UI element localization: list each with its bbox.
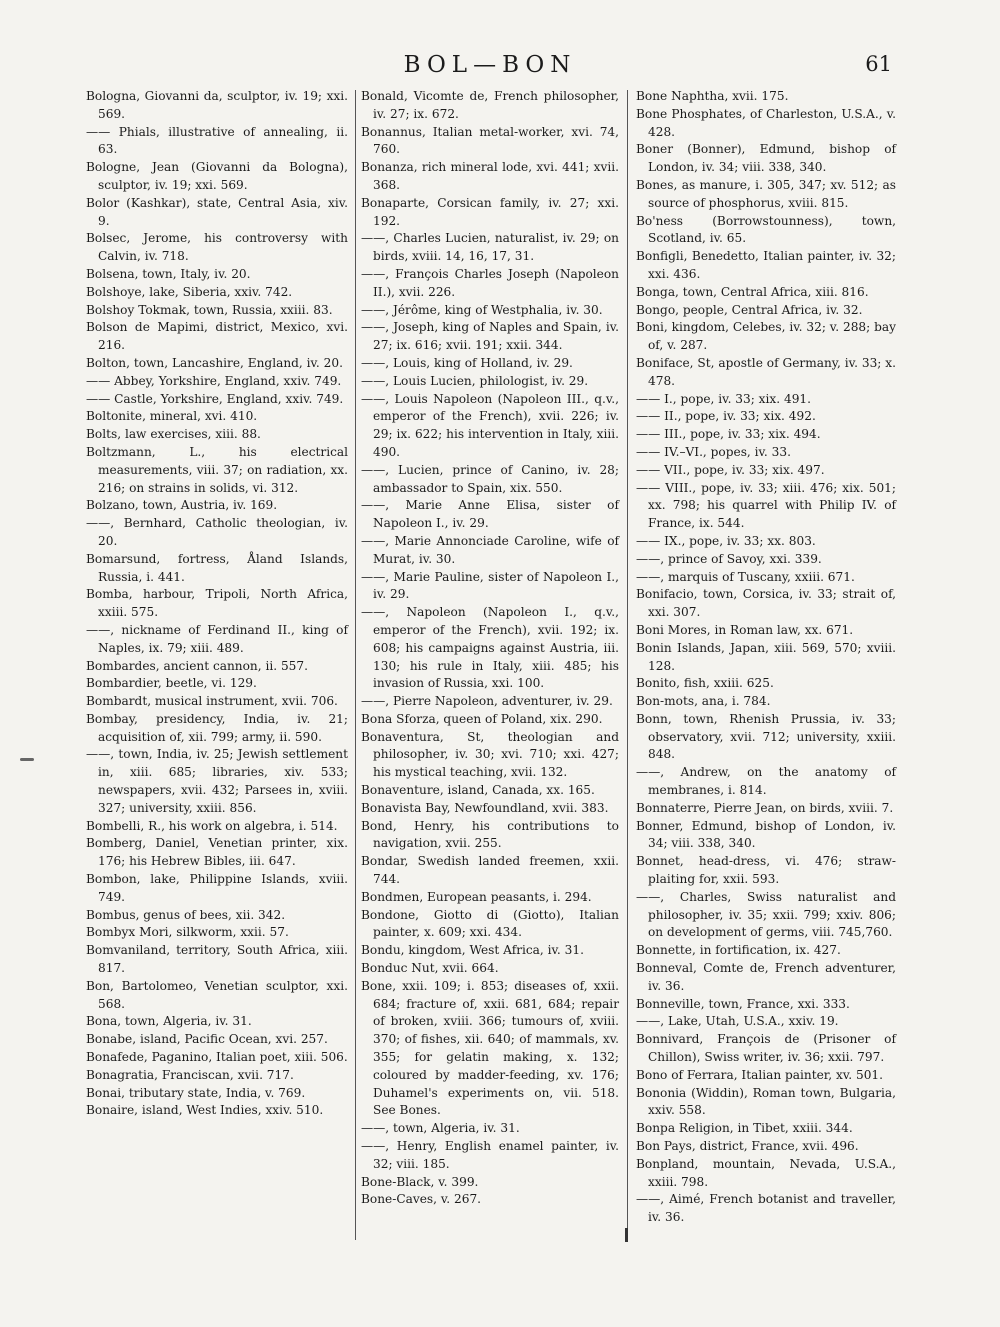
- index-entry: Bonaparte, Corsican family, iv. 27; xxi. 192.: [361, 195, 619, 228]
- index-entry: ——, prince of Savoy, xxi. 339.: [636, 551, 822, 566]
- index-entry: Bonner, Edmund, bishop of London, iv. 34; viii. 338, 340.: [636, 818, 896, 851]
- index-entry: Boni, kingdom, Celebes, iv. 32; v. 288; bay of, v. 287.: [636, 320, 896, 353]
- index-entry: Bolshoye, lake, Siberia, xxiv. 742.: [86, 284, 293, 299]
- index-entry: Bond, Henry, his contributions to navigation, xvii. 255.: [361, 818, 619, 851]
- index-entry: —— III., pope, iv. 33; xix. 494.: [636, 427, 821, 442]
- index-entry: Bonabe, island, Pacific Ocean, xvi. 257.: [86, 1032, 328, 1047]
- index-entry: Bombardt, musical instrument, xvii. 706.: [86, 694, 338, 709]
- index-entry: ——, Louis Lucien, philologist, iv. 29.: [361, 373, 589, 388]
- index-entry: ——, Charles Lucien, naturalist, iv. 29; on birds, xviii. 14, 16, 17, 31.: [361, 231, 619, 264]
- index-entry: Bonaire, island, West Indies, xxiv. 510.: [86, 1103, 324, 1118]
- index-column-3: [636, 88, 896, 1227]
- index-entry: Boni Mores, in Roman law, xx. 671.: [636, 622, 854, 637]
- index-entry: Bondar, Swedish landed freemen, xxii. 744.: [361, 854, 619, 887]
- index-entry: Bone-Black, v. 399.: [361, 1174, 479, 1189]
- index-entry: ——, Joseph, king of Naples and Spain, iv. 27; ix. 616; xvii. 191; xxii. 344.: [361, 320, 619, 353]
- index-entry: Bone-Caves, v. 267.: [361, 1192, 482, 1207]
- index-entry: Bonannus, Italian metal-worker, xvi. 74, 760.: [361, 124, 619, 157]
- index-entry: ——, François Charles Joseph (Napoleon II.), xvii. 226.: [361, 266, 619, 299]
- index-entry: ——, town, India, iv. 25; Jewish settlement in, xiii. 685; libraries, xiv. 533; newspapers, xvii. 432; Parsees in, xviii. 327; university, xxiii. 856.: [86, 747, 348, 815]
- index-entry: —— II., pope, iv. 33; xix. 492.: [636, 409, 816, 424]
- index-entry: Bomberg, Daniel, Venetian printer, xix. 176; his Hebrew Bibles, iii. 647.: [86, 836, 348, 869]
- page-header: [80, 52, 900, 82]
- index-entry: Bonagratia, Franciscan, xvii. 717.: [86, 1067, 294, 1082]
- page-number: 61: [865, 52, 892, 76]
- index-entry: ——, Pierre Napoleon, adventurer, iv. 29.: [361, 694, 613, 709]
- index-entry: Bonneville, town, France, xxi. 333.: [636, 996, 850, 1011]
- index-entry: —— IV.–VI., popes, iv. 33.: [636, 444, 791, 459]
- index-entry: Bombyx Mori, silkworm, xxii. 57.: [86, 925, 289, 940]
- index-entry: Bo'ness (Borrowstounness), town, Scotland, iv. 65.: [636, 213, 896, 246]
- margin-mark: [20, 758, 34, 761]
- index-column-1: [86, 88, 348, 1120]
- index-entry: Bologne, Jean (Giovanni da Bologna), sculptor, iv. 19; xxi. 569.: [86, 160, 348, 192]
- index-entry: ——, Lake, Utah, U.S.A., xxiv. 19.: [636, 1014, 839, 1029]
- index-entry: ——, Marie Annonciade Caroline, wife of Murat, iv. 30.: [361, 533, 619, 566]
- index-entry: Bono of Ferrara, Italian painter, xv. 501.: [636, 1067, 884, 1082]
- index-entry: Boltzmann, L., his electrical measurements, viii. 37; on radiation, xx. 216; on strains in solids, vi. 312.: [86, 444, 348, 495]
- index-entry: Bon Pays, district, France, xvii. 496.: [636, 1139, 859, 1154]
- index-entry: Bona, town, Algeria, iv. 31.: [86, 1014, 252, 1029]
- index-entry: Bomba, harbour, Tripoli, North Africa, xxiii. 575.: [86, 587, 348, 620]
- index-entry: Bolzano, town, Austria, iv. 169.: [86, 498, 278, 513]
- column-divider: [627, 90, 628, 1240]
- index-entry: Boner (Bonner), Edmund, bishop of London, iv. 34; viii. 338, 340.: [636, 142, 896, 175]
- index-entry: —— Abbey, Yorkshire, England, xxiv. 749.: [86, 373, 342, 388]
- index-entry: Bonga, town, Central Africa, xiii. 816.: [636, 284, 869, 299]
- index-entry: Bombon, lake, Philippine Islands, xviii. 749.: [86, 872, 348, 904]
- index-entry: Bones, as manure, i. 305, 347; xv. 512; as source of phosphorus, xviii. 815.: [636, 177, 896, 210]
- running-head: BOL—BON: [403, 52, 577, 78]
- index-entry: Bonifacio, town, Corsica, iv. 33; strait of, xxi. 307.: [636, 587, 896, 620]
- index-entry: —— Castle, Yorkshire, England, xxiv. 749.: [86, 391, 344, 406]
- index-entry: ——, Bernhard, Catholic theologian, iv. 20.: [86, 516, 348, 548]
- index-entry: ——, Charles, Swiss naturalist and philosopher, iv. 35; xxii. 799; xxiv. 806; on development of germs, viii. 745,760.: [636, 889, 896, 940]
- index-entry: ——, nickname of Ferdinand II., king of Naples, ix. 79; xiii. 489.: [86, 622, 348, 655]
- index-entry: Bolshoy Tokmak, town, Russia, xxiii. 83.: [86, 302, 333, 317]
- index-entry: Boniface, St, apostle of Germany, iv. 33; x. 478.: [636, 355, 896, 388]
- index-entry: ——, Louis Napoleon (Napoleon III., q.v., emperor of the French), xvii. 226; iv. 29; ix. 622; his intervention in Italy, xiii. 490.: [361, 391, 619, 459]
- index-entry: Bonpa Religion, in Tibet, xxiii. 344.: [636, 1121, 853, 1136]
- index-entry: Bonaventura, St, theologian and philosopher, iv. 30; xvi. 710; xxi. 427; his mystical teaching, xvii. 132.: [361, 729, 619, 780]
- index-entry: Bologna, Giovanni da, sculptor, iv. 19; xxi. 569.: [86, 89, 348, 121]
- index-entry: Bombardes, ancient cannon, ii. 557.: [86, 658, 308, 673]
- index-entry: Bon, Bartolomeo, Venetian sculptor, xxi. 568.: [86, 978, 348, 1011]
- column-divider: [355, 90, 356, 1240]
- index-entry: —— VII., pope, iv. 33; xix. 497.: [636, 462, 825, 477]
- index-entry: Bonneval, Comte de, French adventurer, iv. 36.: [636, 961, 896, 993]
- margin-mark: [625, 1228, 628, 1242]
- index-entry: Bolts, law exercises, xiii. 88.: [86, 427, 261, 442]
- index-entry: Bonito, fish, xxiii. 625.: [636, 676, 774, 691]
- index-entry: Bombelli, R., his work on algebra, i. 514.: [86, 818, 338, 833]
- index-entry: Bonduc Nut, xvii. 664.: [361, 961, 499, 976]
- index-entry: ——, Lucien, prince of Canino, iv. 28; ambassador to Spain, xix. 550.: [361, 462, 619, 495]
- index-entry: Bondmen, European peasants, i. 294.: [361, 889, 592, 904]
- index-entry: —— Phials, illustrative of annealing, ii. 63.: [86, 124, 348, 157]
- index-entry: ——, town, Algeria, iv. 31.: [361, 1121, 520, 1136]
- index-entry: ——, Aimé, French botanist and traveller, iv. 36.: [636, 1192, 896, 1225]
- index-entry: Bolsec, Jerome, his controversy with Calvin, iv. 718.: [86, 231, 348, 264]
- index-entry: ——, marquis of Tuscany, xxiii. 671.: [636, 569, 855, 584]
- index-entry: ——, Louis, king of Holland, iv. 29.: [361, 355, 573, 370]
- index-entry: Bonpland, mountain, Nevada, U.S.A., xxiii. 798.: [636, 1156, 896, 1189]
- index-entry: Bonald, Vicomte de, French philosopher, iv. 27; ix. 672.: [361, 89, 619, 121]
- index-entry: ——, Napoleon (Napoleon I., q.v., emperor of the French), xvii. 192; ix. 608; his campaigns against Austria, iii. 130; his rule in Italy, xiii. 485; his invasion of Russia, xxi. 100.: [361, 605, 619, 691]
- index-entry: Bomvaniland, territory, South Africa, xiii. 817.: [86, 943, 348, 976]
- index-entry: Bombay, presidency, India, iv. 21; acquisition of, xii. 799; army, ii. 590.: [86, 711, 348, 744]
- index-entry: Bone Naphtha, xvii. 175.: [636, 89, 789, 103]
- index-entry: ——, Andrew, on the anatomy of membranes, i. 814.: [636, 765, 896, 798]
- index-entry: —— VIII., pope, iv. 33; xiii. 476; xix. 501; xx. 798; his quarrel with Philip IV. of France, ix. 544.: [636, 480, 896, 531]
- index-entry: Bondu, kingdom, West Africa, iv. 31.: [361, 943, 584, 958]
- index-entry: Bolor (Kashkar), state, Central Asia, xiv. 9.: [86, 195, 348, 228]
- index-entry: Bombus, genus of bees, xii. 342.: [86, 907, 286, 922]
- index-entry: Bonfigli, Benedetto, Italian painter, iv. 32; xxi. 436.: [636, 249, 896, 281]
- index-entry: Bonafede, Paganino, Italian poet, xiii. 506.: [86, 1050, 348, 1065]
- index-entry: Bonaventure, island, Canada, xx. 165.: [361, 783, 595, 798]
- index-entry: Bonnette, in fortification, ix. 427.: [636, 943, 841, 958]
- index-entry: Bonnivard, François de (Prisoner of Chillon), Swiss writer, iv. 36; xxii. 797.: [636, 1032, 896, 1065]
- index-entry: Bolson de Mapimi, district, Mexico, xvi. 216.: [86, 320, 348, 353]
- index-entry: Bonavista Bay, Newfoundland, xvii. 383.: [361, 800, 609, 815]
- index-entry: ——, Jérôme, king of Westphalia, iv. 30.: [361, 302, 603, 317]
- index-entry: Bone, xxii. 109; i. 853; diseases of, xxii. 684; fracture of, xxii. 681, 684; repair of broken, xviii. 366; tumours of, xviii. 370; of fishes, xii. 640; of mammals, xv. 355; for gelatin making, x. 132; coloured by madder-feeding, xv. 176; Duhamel's experiments on, vii. 518. See Bones.: [361, 978, 619, 1118]
- index-entry: Bolsena, town, Italy, iv. 20.: [86, 266, 251, 281]
- index-entry: Bona Sforza, queen of Poland, xix. 290.: [361, 711, 603, 726]
- index-entry: Bonnaterre, Pierre Jean, on birds, xviii. 7.: [636, 800, 894, 815]
- index-entry: Bonin Islands, Japan, xiii. 569, 570; xviii. 128.: [636, 640, 896, 673]
- index-entry: Bononia (Widdin), Roman town, Bulgaria, xxiv. 558.: [636, 1085, 896, 1118]
- index-entry: Boltonite, mineral, xvi. 410.: [86, 409, 258, 424]
- index-entry: Bombardier, beetle, vi. 129.: [86, 676, 257, 691]
- index-entry: Bondone, Giotto di (Giotto), Italian painter, x. 609; xxi. 434.: [361, 907, 619, 940]
- index-entry: Bon-mots, ana, i. 784.: [636, 694, 771, 709]
- index-entry: Bomarsund, fortress, Åland Islands, Russia, i. 441.: [86, 551, 348, 584]
- index-entry: Bonai, tributary state, India, v. 769.: [86, 1085, 306, 1100]
- index-entry: ——, Marie Anne Elisa, sister of Napoleon I., iv. 29.: [361, 498, 619, 531]
- index-entry: Bongo, people, Central Africa, iv. 32.: [636, 302, 863, 317]
- index-entry: Bone Phosphates, of Charleston, U.S.A., v. 428.: [636, 106, 896, 139]
- index-entry: —— IX., pope, iv. 33; xx. 803.: [636, 533, 816, 548]
- index-entry: Bolton, town, Lancashire, England, iv. 20.: [86, 355, 343, 370]
- index-entry: —— I., pope, iv. 33; xix. 491.: [636, 391, 812, 406]
- index-entry: ——, Marie Pauline, sister of Napoleon I., iv. 29.: [361, 569, 619, 602]
- index-column-2: [361, 88, 619, 1209]
- index-entry: Bonanza, rich mineral lode, xvi. 441; xvii. 368.: [361, 160, 619, 192]
- index-entry: ——, Henry, English enamel painter, iv. 32; viii. 185.: [361, 1139, 619, 1171]
- index-entry: Bonnet, head-dress, vi. 476; straw-plaiting for, xxii. 593.: [636, 854, 896, 887]
- index-entry: Bonn, town, Rhenish Prussia, iv. 33; observatory, xvii. 712; university, xxiii. 848.: [636, 711, 896, 762]
